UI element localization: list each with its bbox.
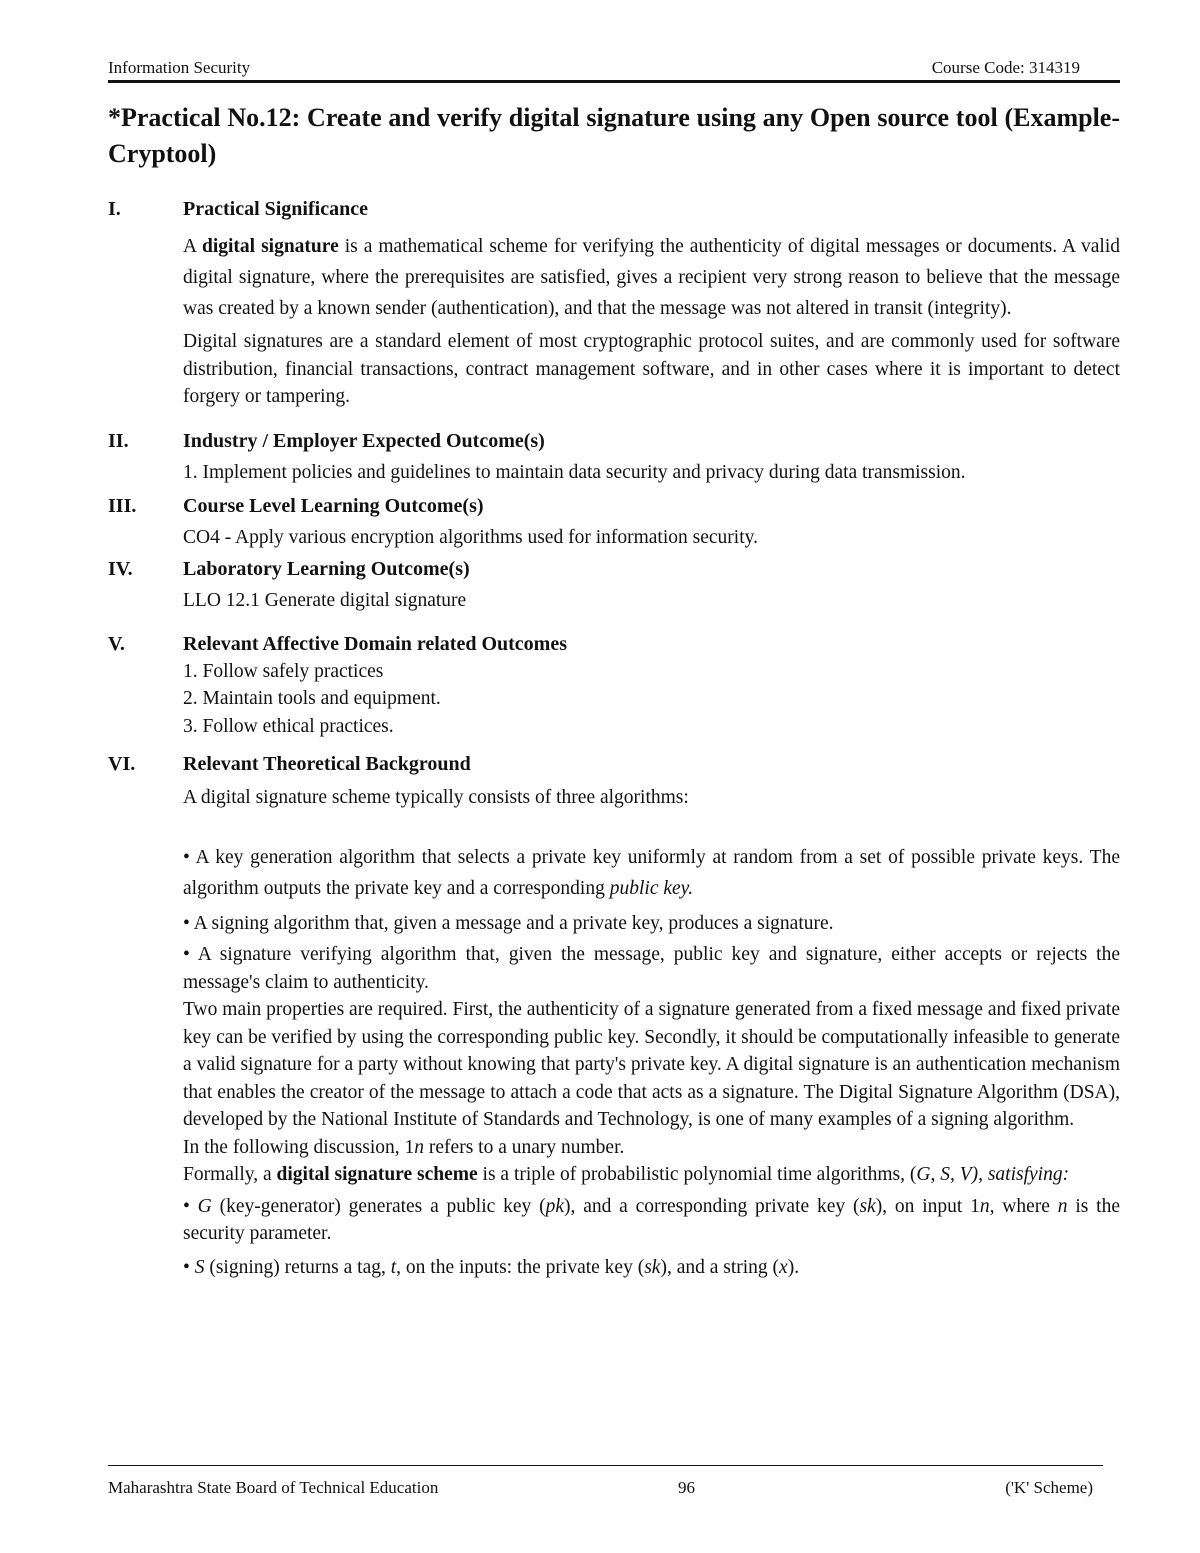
italic-term: n [979,1195,990,1217]
bullet-item [183,1193,1120,1248]
footer-board-name: Maharashtra State Board of Technical Education [108,1478,439,1497]
text-run: , [930,1164,941,1185]
section-lab-outcome [108,555,1120,616]
italic-term: S [194,1256,205,1278]
section-heading [108,555,1120,583]
section-course-outcome [108,492,1120,553]
list-item: 1. Follow safely practices [183,660,384,682]
page-header [108,58,1120,80]
paragraph [183,1134,1120,1162]
paragraph: Two main properties are required. First, the authenticity of a signature generated from a fixed message and fixed private key can be verified by using the corresponding public key. Secondly, it should be computationally infeasible to generate a valid signature for a party without knowing that party's private key. A digital signature is an authentication mechanism that enables the creator of the message to attach a code that acts as a signature. The Digital Signature Algorithm (DSA), developed by the National Institute of Standards and Technology, is one of many examples of a signing algorithm. [183,999,1120,1130]
italic-term: G [916,1164,931,1185]
text-run: (key-generator) generates a public key ( [211,1195,546,1217]
text-run: In the following discussion, 1 [183,1136,415,1158]
italic-term: public key. [609,878,694,899]
italic-term: x [779,1256,788,1278]
italic-term: t [390,1256,397,1278]
section-heading [108,195,1120,223]
text-run: A key generation algorithm that selects a private key uniformly at random from a set of possible private keys. The algorithm outputs the private key and a corresponding [183,847,1120,899]
header-subject: Information Security [108,58,251,77]
bullet-marker: • [183,913,190,934]
section-heading [108,427,1120,455]
section-number: III. [108,494,137,517]
bold-term: digital signature scheme [276,1164,478,1185]
document-body [108,195,1120,1281]
section-heading [108,492,1120,520]
header-course-code: Course Code: 314319 [931,58,1080,77]
paragraph [183,231,1120,324]
bold-term: digital signature [202,236,339,257]
bullet-marker: • [183,1195,190,1217]
page-title: *Practical No.12: Create and verify digital signature using any Open source tool (Example- Cryptool) [108,103,1120,168]
text-run: Formally, a [183,1164,277,1185]
bullet-item [183,908,1120,939]
list-item: 2. Maintain tools and equipment. [183,688,441,709]
section-practical-significance [108,195,1120,411]
text-run: A signature verifying algorithm that, given the message, public key and signature, either accepts or rejects the message's claim to authenticity. [183,944,1120,993]
text-run: , on the inputs: the private key ( [396,1256,645,1278]
section-heading [108,630,1120,658]
bullet-item [183,842,1120,904]
page-footer [108,1478,1103,1500]
footer-divider [108,1465,1103,1466]
italic-term: sk [644,1256,661,1278]
section-number: II. [108,429,129,452]
italic-term: n [1057,1195,1068,1217]
text-run: ), and a corresponding private key ( [564,1195,860,1217]
text-run: A [183,236,202,257]
italic-term: pk [545,1195,564,1217]
section-title: Industry / Employer Expected Outcome(s) [183,429,545,452]
bullet-marker: • [183,944,190,965]
section-number: IV. [108,557,133,580]
paragraph: A digital signature scheme typically consists of three algorithms: [183,787,689,808]
bullet-item [183,1254,1120,1282]
footer-scheme: ('K' Scheme) [1005,1478,1093,1497]
italic-term: S, V), satisfying: [940,1164,1070,1185]
text-run: is a mathematical scheme for verifying the authenticity of digital messages or documents. A valid digital signature, where the prerequisites are satisfied, gives a recipient very strong reason to believe that the message was created by a known sender (authentication), and that the message was not altered in transit (integrity). [183,236,1120,319]
text-run: ), on input 1 [875,1195,980,1217]
paragraph: CO4 - Apply various encryption algorithms used for information security. [183,526,758,548]
bullet-marker: • [183,847,190,868]
paragraph: Digital signatures are a standard element of most cryptographic protocol suites, and are commonly used for software distribution, financial transactions, contract management software, and in other cases where it is important to detect forgery or tampering. [183,331,1120,407]
page-number: 96 [678,1478,695,1497]
section-affective-domain [108,630,1120,741]
section-title: Course Level Learning Outcome(s) [183,494,484,517]
text-run: is the security parameter. [183,1195,1120,1244]
italic-term: G [197,1195,212,1217]
bullet-marker: • [183,1256,190,1278]
section-number: V. [108,632,125,655]
paragraph [183,1161,1120,1189]
section-title: Relevant Affective Domain related Outcomes [183,632,567,655]
text-run: is a triple of probabilistic polynomial time algorithms, ( [477,1164,917,1185]
paragraph: LLO 12.1 Generate digital signature [183,589,467,611]
section-industry-outcome [108,427,1120,488]
text-run: refers to a unary number. [424,1136,625,1158]
section-title: Relevant Theoretical Background [183,753,471,775]
text-run: ), and a string ( [660,1256,780,1278]
italic-term: n [414,1136,425,1158]
text-run: (signing) returns a tag, [204,1256,391,1278]
section-heading [108,750,1120,778]
bullet-item [183,941,1120,996]
section-number: I. [108,198,121,220]
list-item: 3. Follow ethical practices. [183,715,394,737]
text-run: , where [989,1195,1058,1217]
section-theoretical-background [108,750,1120,1281]
header-divider [108,80,1120,83]
section-number: VI. [108,753,136,775]
italic-term: sk [859,1195,876,1217]
text-run: A signing algorithm that, given a message and a private key, produces a signature. [189,913,834,934]
paragraph: 1. Implement policies and guidelines to maintain data security and privacy during data transmission. [183,461,966,483]
section-title: Laboratory Learning Outcome(s) [183,557,470,580]
section-title: Practical Significance [183,198,368,220]
text-run: ). [787,1256,800,1278]
